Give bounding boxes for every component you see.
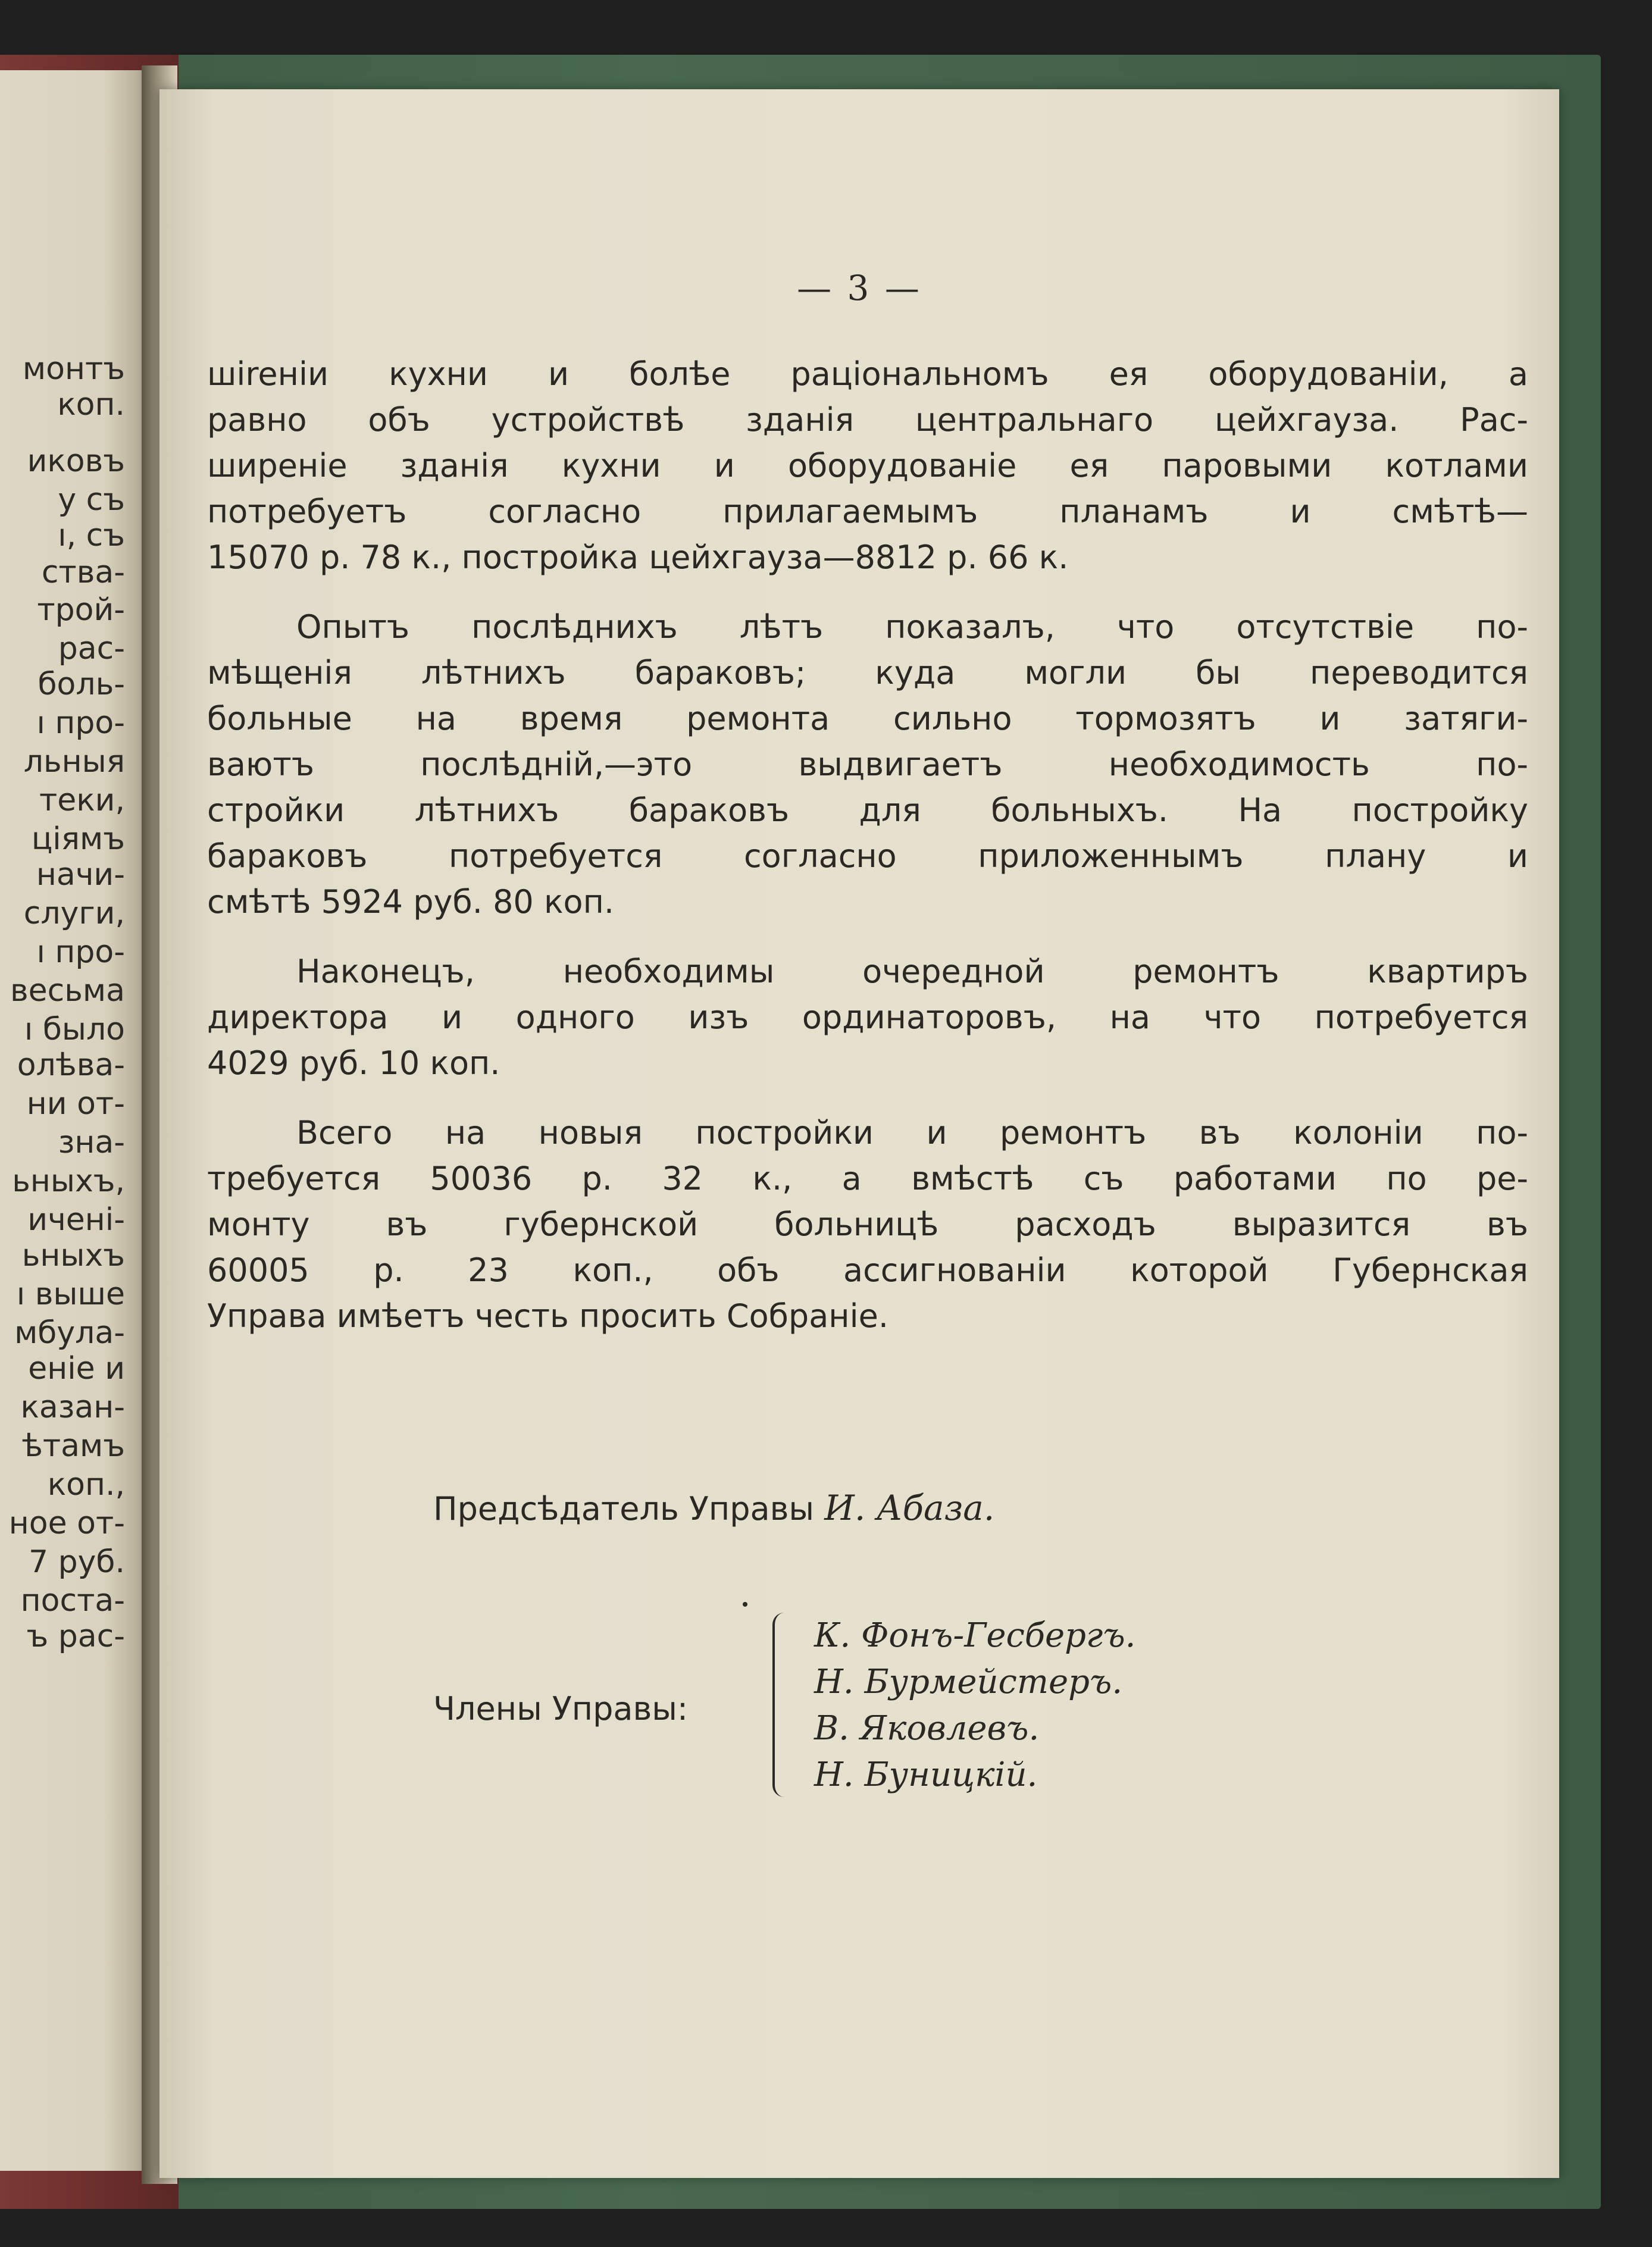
left-page-line: слуги, [23, 896, 125, 931]
chairman-signature [433, 1488, 994, 1528]
left-page-line: ства- [41, 555, 125, 590]
text-line: больные на время ремонта сильно тормозятъ и затяги- [207, 700, 1528, 737]
text-line: 15070 р. 78 к., постройка цейхгауза—8812 р. 66 к. [207, 539, 1069, 576]
text-line: Наконецъ, необходимы очередной ремонтъ квартиръ [296, 953, 1528, 990]
left-page-line: ъ рас- [26, 1619, 125, 1654]
member-name: Н. Бурмейстеръ. [814, 1663, 1123, 1701]
paragraph [207, 604, 1528, 925]
text-line: шireнiи кухни и болѣе раціональномъ ея оборудованіи, а [207, 355, 1528, 393]
text-line: смѣтѣ 5924 руб. 80 коп. [207, 883, 615, 921]
left-page-line: ни от- [26, 1086, 125, 1122]
text-line: равно объ устройствѣ зданія центральнаго цейхгауза. Рас- [207, 401, 1528, 439]
left-page-line: коп., [47, 1467, 125, 1503]
text-line: бараковъ потребуется согласно приложеннымъ плану и [207, 837, 1528, 875]
left-page-line: иковъ [27, 443, 125, 479]
text-line: ваютъ послѣдній,—это выдвигаетъ необходимость по- [207, 746, 1528, 783]
text-line: директора и одного изъ ординаторовъ, на что потребуется [207, 999, 1528, 1036]
left-page-line: теки, [39, 783, 125, 818]
left-page-line: еніе и [28, 1351, 125, 1387]
text-line: требуется 50036 р. 32 к., а вмѣстѣ съ работами по ре- [207, 1160, 1528, 1197]
left-page-line: олѣва- [17, 1047, 125, 1083]
left-page-line: начи- [36, 857, 125, 893]
left-page-line: боль- [37, 666, 125, 702]
text-line: потребуетъ согласно прилагаемымъ планамъ и смѣтѣ— [207, 493, 1528, 530]
text-line: Всего на новыя постройки и ремонтъ въ колоніи по- [296, 1114, 1528, 1151]
text-line: Управа имѣетъ честь просить Собраніе. [207, 1297, 888, 1335]
body-text [207, 351, 1528, 1363]
text-line: стройки лѣтнихъ бараковъ для больныхъ. На постройку [207, 791, 1528, 829]
left-page-line: ı было [24, 1012, 125, 1047]
left-page-line: 7 руб. [29, 1544, 125, 1580]
left-page-line: монтъ [22, 351, 125, 387]
left-page-line: ьныхъ [21, 1238, 125, 1273]
ink-dot [743, 1602, 747, 1607]
left-facing-page [0, 70, 149, 2171]
left-page-line: ı про- [36, 705, 125, 741]
paragraph [207, 949, 1528, 1086]
members-label: Члены Управы: [433, 1690, 689, 1728]
left-page-line: льныя [23, 744, 125, 780]
text-line: монту въ губернской больницѣ расходъ выразится въ [207, 1206, 1528, 1243]
left-page-line: у съ [58, 482, 125, 518]
left-page-line: ьныхъ, [12, 1163, 125, 1199]
paragraph [207, 351, 1528, 580]
left-page-line: ѣтамъ [21, 1428, 125, 1464]
text-line: ширеніе зданія кухни и оборудованіе ея паровыми котлами [207, 447, 1528, 484]
document-page [159, 89, 1559, 2178]
member-name: К. Фонъ-Гесбергъ. [814, 1616, 1136, 1655]
left-page-line: ı, съ [58, 518, 125, 553]
member-name: Н. Буницкій. [814, 1755, 1038, 1794]
chairman-name: И. Абаза. [824, 1488, 995, 1528]
text-line: 4029 руб. 10 коп. [207, 1044, 500, 1082]
left-page-line: иченi- [27, 1202, 125, 1238]
text-line: 60005 р. 23 коп., объ ассигнованіи которой Губернская [207, 1251, 1528, 1289]
page-number: — 3 — [797, 268, 922, 308]
members-brace [772, 1613, 793, 1797]
left-page-line: казан- [20, 1389, 125, 1425]
left-page-line: ное от- [8, 1506, 125, 1541]
left-page-line: ціямъ [31, 821, 125, 857]
left-page-line: поста- [20, 1583, 125, 1619]
left-page-line: зна- [58, 1125, 125, 1160]
left-page-line: рас- [58, 631, 125, 666]
left-page-line: коп. [57, 387, 125, 423]
left-page-line: весьма [10, 973, 125, 1009]
paragraph [207, 1110, 1528, 1339]
left-page-line: ı выше [16, 1276, 125, 1312]
chairman-label: Предсѣдатель Управы [433, 1490, 815, 1528]
member-name: В. Яковлевъ. [814, 1709, 1040, 1748]
left-page-line: трой- [37, 592, 125, 628]
text-line: Опытъ послѣднихъ лѣтъ показалъ, что отсутствіе по- [296, 608, 1528, 646]
left-page-line: мбула- [14, 1315, 125, 1351]
text-line: мѣщенія лѣтнихъ бараковъ; куда могли бы переводится [207, 654, 1528, 691]
members-list [814, 1613, 1135, 1798]
left-page-line: ı про- [36, 934, 125, 970]
